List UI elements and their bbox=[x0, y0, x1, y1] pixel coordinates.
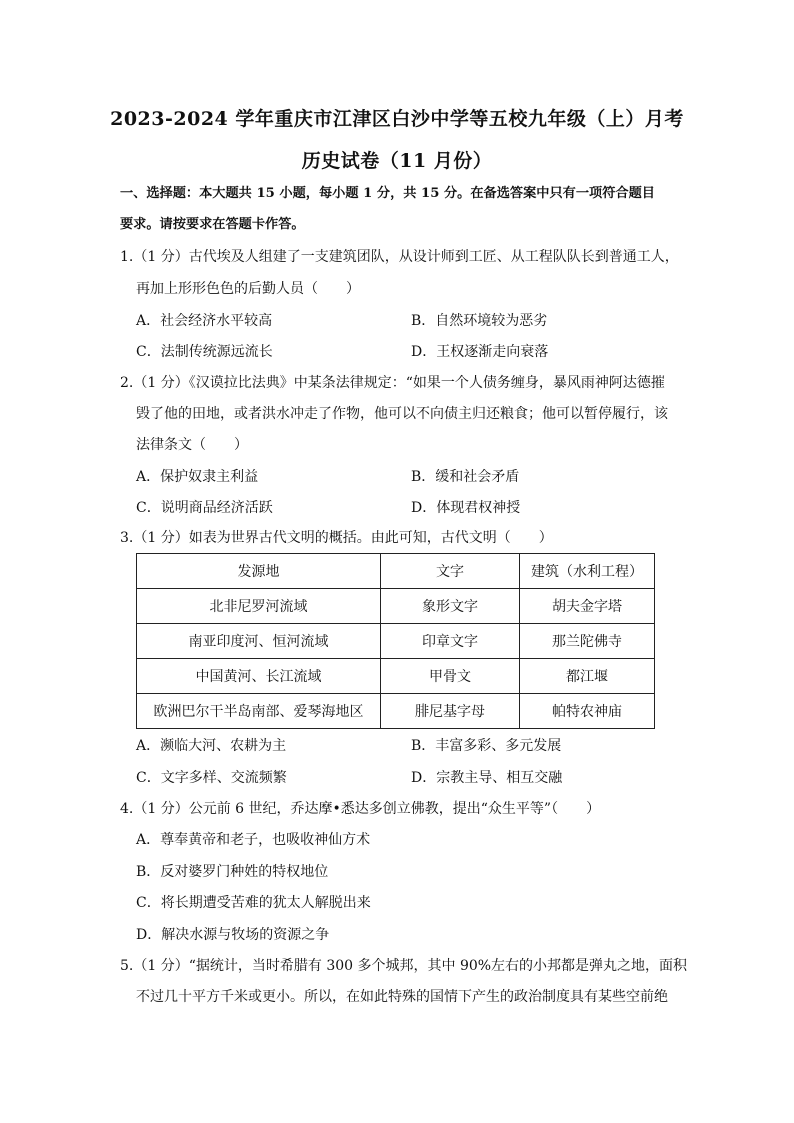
question-4-option-b: B．反对婆罗门种姓的特权地位 bbox=[136, 864, 329, 880]
question-3-option-b: B．丰富多彩、多元发展 bbox=[411, 738, 562, 754]
table-cell: 印章文字 bbox=[381, 624, 520, 659]
question-2-stem-line2: 毁了他的田地，或者洪水冲走了作物，他可以不向债主归还粮食；他可以暂停履行，该 bbox=[136, 406, 668, 422]
table-cell: 腓尼基字母 bbox=[381, 694, 520, 729]
question-2-stem-line3: 法律条文（ ） bbox=[136, 437, 248, 453]
section-heading-line2: 要求。请按要求在答题卡作答。 bbox=[120, 217, 305, 232]
table-cell: 都江堰 bbox=[520, 659, 655, 694]
table-cell: 甲骨文 bbox=[381, 659, 520, 694]
question-4-option-a: A．尊奉黄帝和老子，也吸收神仙方术 bbox=[136, 832, 371, 848]
table-header-row bbox=[137, 554, 655, 589]
table-header-cell: 文字 bbox=[381, 554, 520, 589]
table-cell: 象形文字 bbox=[381, 589, 520, 624]
question-4-option-c: C．将长期遭受苦难的犹太人解脱出来 bbox=[136, 895, 371, 911]
table-cell: 南亚印度河、恒河流域 bbox=[137, 624, 381, 659]
question-4-stem-line1: 4.（1 分）公元前 6 世纪，乔达摩•悉达多创立佛教，提出“众生平等”（ ） bbox=[120, 801, 601, 817]
question-2-stem-line1: 2.（1 分）《汉谟拉比法典》中某条法律规定：“如果一个人债务缠身，暴风雨神阿达德摧 bbox=[120, 375, 665, 391]
question-2-option-d: D．体现君权神授 bbox=[411, 500, 521, 516]
table-cell: 那兰陀佛寺 bbox=[520, 624, 655, 659]
question-1-stem-line1: 1.（1 分）古代埃及人组建了一支建筑团队，从设计师到工匠、从工程队队长到普通工人， bbox=[120, 249, 679, 265]
table-row bbox=[137, 624, 655, 659]
question-2-option-a: A．保护奴隶主利益 bbox=[136, 469, 259, 485]
exam-title-line2: 历史试卷（11 月份） bbox=[301, 150, 493, 172]
question-1-option-c: C．法制传统源远流长 bbox=[136, 344, 273, 360]
question-4-option-d: D．解决水源与牧场的资源之争 bbox=[136, 927, 330, 943]
question-1-option-d: D．王权逐渐走向衰落 bbox=[411, 344, 549, 360]
table-header-cell: 建筑（水利工程） bbox=[520, 554, 655, 589]
question-2-option-c: C．说明商品经济活跃 bbox=[136, 500, 273, 516]
question-3-option-d: D．宗教主导、相互交融 bbox=[411, 770, 563, 786]
question-3-stem-line1: 3.（1 分）如表为世界古代文明的概括。由此可知，古代文明（ ） bbox=[120, 530, 553, 546]
table-cell: 北非尼罗河流域 bbox=[137, 589, 381, 624]
question-3-option-a: A．濒临大河、农耕为主 bbox=[136, 738, 287, 754]
question-1-option-a: A．社会经济水平较高 bbox=[136, 313, 273, 329]
question-3-option-c: C．文字多样、交流频繁 bbox=[136, 770, 287, 786]
table-cell: 胡夫金字塔 bbox=[520, 589, 655, 624]
section-heading-line1: 一、选择题：本大题共 15 小题，每小题 1 分，共 15 分。在备选答案中只有一项符合题目 bbox=[120, 186, 655, 201]
question-1-option-b: B．自然环境较为恶劣 bbox=[411, 313, 548, 329]
table-row bbox=[137, 659, 655, 694]
table-header-cell: 发源地 bbox=[137, 554, 381, 589]
question-2-option-b: B．缓和社会矛盾 bbox=[411, 469, 520, 485]
table-cell: 欧洲巴尔干半岛南部、爱琴海地区 bbox=[137, 694, 381, 729]
exam-title-line1: 2023-2024 学年重庆市江津区白沙中学等五校九年级（上）月考 bbox=[110, 108, 684, 130]
question-5-stem-line2: 不过几十平方千米或更小。所以，在如此特殊的国情下产生的政治制度具有某些空前绝 bbox=[136, 989, 668, 1005]
table-row bbox=[137, 694, 655, 729]
civilization-table bbox=[136, 553, 655, 729]
question-1-stem-line2: 再加上形形色色的后勤人员（ ） bbox=[136, 281, 360, 297]
question-5-stem-line1: 5.（1 分）“据统计，当时希腊有 300 多个城邦，其中 90%左右的小邦都是弹丸之地，面积 bbox=[120, 958, 688, 974]
table-cell: 帕特农神庙 bbox=[520, 694, 655, 729]
table-row bbox=[137, 589, 655, 624]
table-cell: 中国黄河、长江流域 bbox=[137, 659, 381, 694]
